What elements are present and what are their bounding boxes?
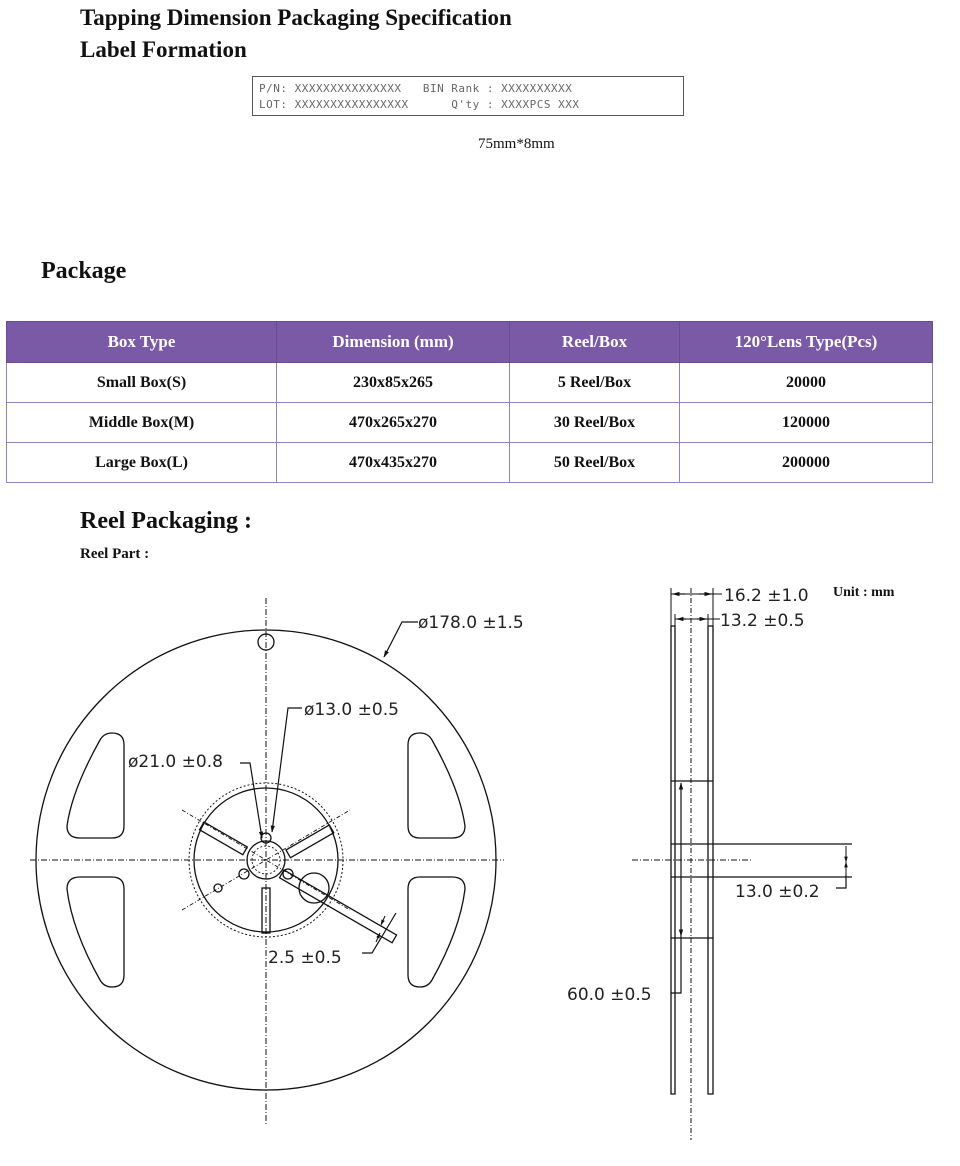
package-heading: Package xyxy=(41,258,127,284)
cell-pcs: 20000 xyxy=(680,363,933,403)
column-header-box-type: Box Type xyxy=(7,322,277,363)
label-row-lot: LOT: XXXXXXXXXXXXXXXX Q'ty : XXXXPCS XXX xyxy=(259,98,580,111)
unit-label: Unit : mm xyxy=(833,585,895,600)
cell-dimension: 470x265x270 xyxy=(277,403,510,443)
dim-overall-width: 16.2 ±1.0 xyxy=(724,586,809,606)
dim-hub-diameter: ø21.0 ±0.8 xyxy=(128,752,223,772)
cell-pcs: 200000 xyxy=(680,443,933,483)
cell-dimension: 230x85x265 xyxy=(277,363,510,403)
cell-box-type: Small Box(S) xyxy=(7,363,277,403)
dim-arbor-diameter: ø13.0 ±0.5 xyxy=(304,700,399,720)
dim-hub-core: 60.0 ±0.5 xyxy=(567,985,652,1005)
reel-packaging-heading: Reel Packaging : xyxy=(80,508,252,534)
cell-dimension: 470x435x270 xyxy=(277,443,510,483)
label-size: 75mm*8mm xyxy=(478,136,555,152)
page-title: Tapping Dimension Packaging Specification xyxy=(80,5,512,30)
cell-reel-box: 50 Reel/Box xyxy=(510,443,680,483)
cell-box-type: Middle Box(M) xyxy=(7,403,277,443)
dim-slot-width: 2.5 ±0.5 xyxy=(268,948,342,968)
cell-reel-box: 30 Reel/Box xyxy=(510,403,680,443)
cell-pcs: 120000 xyxy=(680,403,933,443)
label-formation-heading: Label Formation xyxy=(80,37,247,62)
dim-outer-diameter: ø178.0 ±1.5 xyxy=(418,613,524,633)
reel-front-view xyxy=(30,598,504,1124)
dim-inner-width: 13.2 ±0.5 xyxy=(720,611,805,631)
column-header-lens-type: 120°Lens Type(Pcs) xyxy=(680,322,933,363)
reel-side-view xyxy=(632,588,852,1140)
cell-reel-box: 5 Reel/Box xyxy=(510,363,680,403)
cell-box-type: Large Box(L) xyxy=(7,443,277,483)
dim-arbor-hole: 13.0 ±0.2 xyxy=(735,882,820,902)
column-header-reel-box: Reel/Box xyxy=(510,322,680,363)
column-header-dimension: Dimension (mm) xyxy=(277,322,510,363)
label-row-pn: P/N: XXXXXXXXXXXXXXX BIN Rank : XXXXXXXXXX xyxy=(259,82,573,95)
reel-part-subheading: Reel Part : xyxy=(80,546,150,562)
